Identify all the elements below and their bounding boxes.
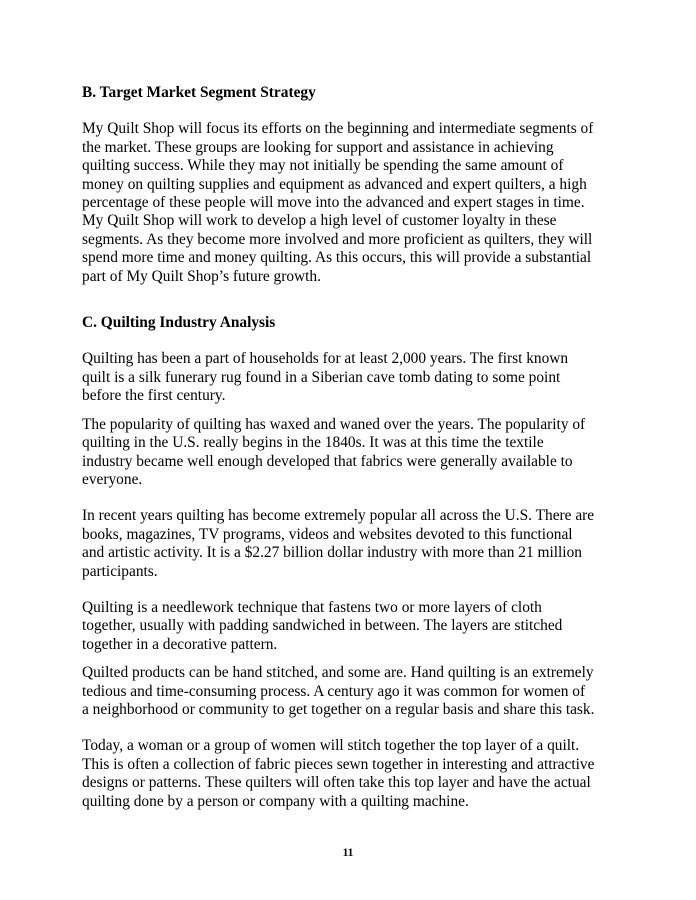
text-line: books, magazines, TV programs, videos and websites devoted to this functional [82, 525, 573, 543]
text-line: a neighborhood or community to get together on a regular basis and share this task. [82, 700, 595, 718]
section-c-paragraph-2 [82, 416, 622, 490]
text-line: quilting success. While they may not initially be spending the same amount of [82, 157, 564, 175]
text-line: In recent years quilting has become extremely popular all across the U.S. There are [82, 507, 595, 525]
text-line: industry became well enough developed that fabrics were generally available to [82, 452, 573, 470]
text-line: The popularity of quilting has waxed and waned over the years. The popularity of [82, 415, 586, 433]
text-line: together, usually with padding sandwiched in between. The layers are stitched [82, 617, 563, 635]
text-line: designs or patterns. These quilters will often take this top layer and have the actual [82, 774, 591, 792]
text-line: My Quilt Shop will work to develop a high level of customer loyalty in these [82, 212, 557, 230]
text-line: Today, a woman or a group of women will stitch together the top layer of a quilt. [82, 737, 580, 755]
text-line: together in a decorative pattern. [82, 635, 278, 653]
text-line: segments. As they become more involved and more proficient as quilters, they will [82, 230, 593, 248]
page-content [82, 84, 622, 811]
text-line: This is often a collection of fabric pieces sewn together in interesting and attractive [82, 755, 595, 773]
text-line: tedious and time-consuming process. A century ago it was common for women of [82, 682, 586, 700]
text-line: Quilting has been a part of households for at least 2,000 years. The first known [82, 350, 569, 368]
section-c-heading: C. Quilting Industry Analysis [82, 314, 276, 332]
text-line: and artistic activity. It is a $2.27 billion dollar industry with more than 21 million [82, 544, 582, 562]
text-line: quilting done by a person or company with a quilting machine. [82, 792, 469, 810]
text-line: money on quilting supplies and equipment as advanced and expert quilters, a high [82, 175, 587, 193]
text-line: quilting in the U.S. really begins in the 1840s. It was at this time the textile [82, 434, 544, 452]
text-line: percentage of these people will move into the advanced and expert stages in time. [82, 194, 585, 212]
text-line: participants. [82, 562, 158, 580]
section-b-paragraph-1 [82, 120, 622, 286]
text-line: part of My Quilt Shop’s future growth. [82, 267, 321, 285]
section-c-paragraph-1 [82, 350, 622, 405]
section-c-paragraph-4 [82, 599, 622, 654]
section-c-paragraph-3 [82, 507, 622, 581]
section-b-heading: B. Target Market Segment Strategy [82, 84, 316, 101]
text-line: the market. These groups are looking for support and assistance in achieving [82, 138, 554, 156]
section-c-paragraph-6 [82, 737, 622, 811]
text-line: before the first century. [82, 387, 226, 405]
text-line: spend more time and money quilting. As this occurs, this will provide a substantial [82, 249, 592, 267]
text-line: Quilting is a needlework technique that fastens two or more layers of cloth [82, 598, 542, 616]
page-number: 11 [342, 847, 354, 859]
text-line: everyone. [82, 470, 143, 488]
text-line: My Quilt Shop will focus its efforts on the beginning and intermediate segments of [82, 120, 594, 138]
text-line: quilt is a silk funerary rug found in a Siberian cave tomb dating to some point [82, 368, 561, 386]
text-line: Quilted products can be hand stitched, and some are. Hand quilting is an extremely [82, 664, 594, 682]
section-c-paragraph-5 [82, 664, 622, 719]
